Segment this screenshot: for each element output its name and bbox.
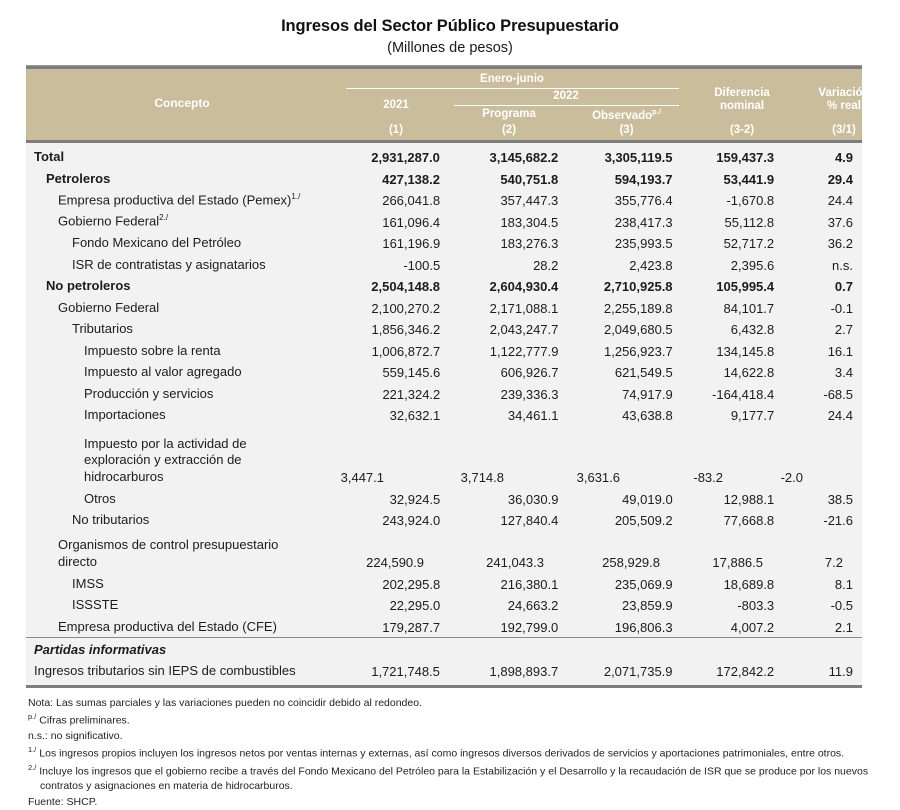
row-label: Producción y servicios <box>84 385 214 401</box>
row-value-variacion: 2.7 <box>834 322 853 338</box>
column-header-diferencia-l2: nominal <box>719 100 765 113</box>
row-label: Impuesto al valor agregado <box>84 364 242 380</box>
row-value-diferencia: 172,842.2 <box>716 663 775 679</box>
row-value-observado: 2,255,189.8 <box>603 300 673 316</box>
row-value-programa: 2,043,247.7 <box>489 322 559 338</box>
note-1-text: Los ingresos propios incluyen los ingresos netos por ventas internas y externas, así como ingresos diversos derivados de servicios y aportaciones patrimoniales, entre otros. <box>39 747 845 760</box>
footnote-marker-p-note: p./ <box>28 711 37 721</box>
row-label: Empresa productiva del Estado (Pemex)$^{1./}$ <box>58 191 301 208</box>
row-value-observado: 2,710,925.8 <box>603 279 673 295</box>
row-label: ISR de contratistas y asignatarios <box>72 256 266 272</box>
note-general: Nota: Las sumas parciales y las variaciones pueden no coincidir debido al redondeo. <box>28 696 422 709</box>
row-value-diferencia: 52,717.2 <box>723 236 775 252</box>
row-value-diferencia: 84,101.7 <box>723 300 775 316</box>
column-header-concepto: Concepto <box>154 95 210 110</box>
row-value-variacion: 4.9 <box>834 150 854 166</box>
row-value-programa: 24,663.2 <box>507 598 559 614</box>
row-value-variacion: 8.1 <box>834 576 853 592</box>
row-value-variacion: -0.5 <box>830 598 853 614</box>
row-value-variacion: -21.6 <box>823 513 853 529</box>
row-value-observado: 235,069.9 <box>614 576 673 592</box>
row-value-variacion: n.s. <box>832 257 853 273</box>
footnote-marker-1: 1./ <box>28 745 37 755</box>
table-row <box>26 296 862 318</box>
row-value-2021: 32,924.5 <box>389 491 441 507</box>
row-value-variacion: -2.0 <box>780 470 803 486</box>
row-value-variacion: -68.5 <box>823 386 853 402</box>
column-header-variacion-l1: Variación <box>818 86 870 99</box>
column-header-2022: 2022 <box>553 89 579 102</box>
column-number-2: (2) <box>501 123 517 136</box>
row-value-2021: 1,006,872.7 <box>371 343 441 359</box>
data-table <box>26 65 870 688</box>
row-value-2021: 224,590.9 <box>366 555 424 571</box>
note-1 <box>28 745 874 761</box>
row-value-programa: 1,122,777.9 <box>489 343 559 359</box>
column-header-programa: Programa <box>482 107 536 120</box>
row-value-programa: 127,840.4 <box>500 513 559 529</box>
row-value-programa: 2,604,930.4 <box>489 279 559 295</box>
row-value-2021: 22,295.0 <box>389 598 441 614</box>
row-value-observado: 235,993.5 <box>614 236 673 252</box>
column-header-2021: 2021 <box>383 98 409 111</box>
row-value-diferencia: 9,177.7 <box>730 408 775 424</box>
row-value-2021: 179,287.7 <box>382 619 441 635</box>
row-value-diferencia: 18,689.8 <box>723 576 775 592</box>
row-value-2021: 266,041.8 <box>382 193 441 209</box>
row-value-diferencia: 14,622.8 <box>723 365 775 381</box>
row-label: Ingresos tributarios sin IEPS de combustibles <box>34 662 296 678</box>
row-value-programa: 2,171,088.1 <box>489 300 559 316</box>
note-preliminar <box>28 712 874 728</box>
column-number-1: (1) <box>388 123 404 136</box>
row-label: Impuesto sobre la renta <box>84 342 221 358</box>
row-value-diferencia: 17,886.5 <box>712 555 763 571</box>
row-value-programa: 192,799.0 <box>500 619 559 635</box>
row-value-programa: 183,304.5 <box>500 214 559 230</box>
row-value-diferencia: 134,145.8 <box>716 343 775 359</box>
note-preliminar-text: Cifras preliminares. <box>39 714 130 727</box>
row-value-observado: 43,638.8 <box>622 408 673 424</box>
column-header-variacion-l2: % real <box>827 100 861 113</box>
table-header <box>26 69 870 140</box>
table-row <box>26 509 862 531</box>
row-value-2021: 243,924.0 <box>382 513 441 529</box>
table-row <box>26 382 862 404</box>
row-value-diferencia: 4,007.2 <box>730 619 775 635</box>
row-value-variacion: 29.4 <box>827 171 853 187</box>
column-header-period: Enero-junio <box>480 72 544 85</box>
row-value-programa: 1,898,893.7 <box>489 663 559 679</box>
row-label: Importaciones <box>84 407 166 423</box>
row-label: Organismos de control presupuestario directo <box>58 537 279 569</box>
table-row <box>26 210 862 232</box>
row-value-diferencia: 55,112.8 <box>724 214 775 230</box>
row-value-2021: 221,324.2 <box>382 386 441 402</box>
row-value-2021: 2,504,148.8 <box>371 279 440 295</box>
column-header-observado <box>569 108 684 123</box>
table-rows-host <box>26 146 862 637</box>
column-number-5: (3/1) <box>832 123 856 136</box>
note-ns: n.s.: no significativo. <box>28 730 123 743</box>
footnote-marker: 1./ <box>291 191 301 201</box>
row-value-observado: 258,929.8 <box>602 555 660 571</box>
row-value-variacion: 36.2 <box>827 236 853 252</box>
row-value-diferencia: -83.2 <box>693 470 723 486</box>
row-value-2021: 2,931,287.0 <box>371 150 440 166</box>
row-value-observado: 621,549.5 <box>614 365 673 381</box>
row-value-variacion: 3.4 <box>834 365 853 381</box>
table-row <box>26 404 862 426</box>
column-number-4: (3-2) <box>729 123 755 136</box>
row-value-observado: 1,256,923.7 <box>604 343 673 359</box>
table-row <box>26 189 862 211</box>
note-2 <box>28 763 874 794</box>
table-row <box>26 530 862 572</box>
row-value-2021: 427,138.2 <box>382 171 440 187</box>
row-value-2021: 2,100,270.2 <box>371 300 441 316</box>
row-value-2021: 202,295.8 <box>382 576 441 592</box>
row-value-programa: 241,043.3 <box>486 555 544 571</box>
row-value-observado: 2,423.8 <box>629 257 673 273</box>
row-value-programa: 540,751.8 <box>500 171 559 187</box>
table-row <box>26 275 862 297</box>
table-row <box>26 615 862 637</box>
partidas-informativas-title: Partidas informativas <box>34 642 167 658</box>
footnote-marker-p: p./ <box>652 106 661 116</box>
row-value-variacion: 11.9 <box>828 663 854 679</box>
row-value-2021: 1,721,748.5 <box>371 663 440 679</box>
table-row <box>26 487 862 509</box>
row-value-2021: 559,145.6 <box>382 365 441 381</box>
page-title: Ingresos del Sector Público Presupuestario <box>281 17 619 35</box>
table-row <box>26 594 862 616</box>
row-value-observado: 2,071,735.9 <box>603 663 673 679</box>
row-value-variacion: 0.7 <box>834 279 853 295</box>
table-rule-bottom <box>26 685 862 688</box>
row-value-observado: 3,305,119.5 <box>604 150 673 166</box>
row-value-2021: -100.5 <box>403 257 441 273</box>
row-value-2021: 3,447.1 <box>340 470 384 486</box>
column-header-observado-text: Observado <box>592 109 653 122</box>
row-label: Gobierno Federal$^{2./}$ <box>58 213 169 229</box>
row-value-programa: 183,276.3 <box>500 236 559 252</box>
note-2-text: Incluye los ingresos que el gobierno recibe a través del Fondo Mexicano del Petróleo para la Estabilización y el Desarrollo y la recaudación de ISR que se produce por los nuevos contratos y asignaciones en materia de hidrocarburos. <box>39 765 869 792</box>
row-value-2021: 32,632.1 <box>389 408 441 424</box>
table-row <box>26 318 862 340</box>
column-header-diferencia <box>691 87 793 113</box>
row-value-observado: 238,417.3 <box>614 214 673 230</box>
table-row <box>26 572 862 594</box>
row-value-programa: 239,336.3 <box>500 386 559 402</box>
row-label: Empresa productiva del Estado (CFE) <box>58 618 277 634</box>
row-value-diferencia: -164,418.4 <box>712 386 775 402</box>
footnote-marker: 2./ <box>159 213 169 223</box>
row-label: Impuesto por la actividad de exploración y extracción de hidrocarburos <box>84 435 247 484</box>
table-row <box>26 659 862 681</box>
note-source: Fuente: SHCP. <box>28 795 98 808</box>
table-row <box>26 361 862 383</box>
row-value-diferencia: 6,432.8 <box>730 322 775 338</box>
row-value-observado: 49,019.0 <box>622 491 673 507</box>
row-value-variacion: 2.1 <box>834 619 853 635</box>
row-value-diferencia: 159,437.3 <box>716 150 775 166</box>
column-number-3: (3) <box>619 123 634 136</box>
row-value-diferencia: 53,441.9 <box>723 171 775 187</box>
row-value-2021: 161,196.9 <box>382 236 441 252</box>
table-row <box>26 167 862 189</box>
header-underline-2022 <box>454 105 679 106</box>
row-value-observado: 3,631.6 <box>576 470 620 486</box>
table-body <box>26 143 862 685</box>
row-value-observado: 23,859.9 <box>622 598 673 614</box>
row-value-programa: 28.2 <box>533 257 559 273</box>
row-value-observado: 205,509.2 <box>614 513 673 529</box>
table-row <box>26 339 862 361</box>
row-label: Otros <box>84 490 116 506</box>
row-label: Gobierno Federal <box>58 299 160 315</box>
row-label: Total <box>34 149 65 165</box>
page-subtitle: (Millones de pesos) <box>387 39 513 56</box>
row-value-programa: 357,447.3 <box>500 193 559 209</box>
row-value-variacion: 37.6 <box>827 214 853 230</box>
row-value-programa: 216,380.1 <box>500 576 559 592</box>
row-label: Petroleros <box>46 170 111 186</box>
table-row <box>26 146 862 168</box>
row-value-diferencia: -1,670.8 <box>726 193 775 209</box>
row-value-diferencia: 105,995.4 <box>716 279 775 295</box>
row-value-programa: 34,461.1 <box>507 408 559 424</box>
footnote-marker-2: 2./ <box>28 762 37 772</box>
row-label: No petroleros <box>46 278 131 294</box>
column-header-diferencia-l1: Diferencia <box>714 86 770 99</box>
row-value-programa: 606,926.7 <box>500 365 559 381</box>
row-value-diferencia: 2,395.6 <box>730 257 775 273</box>
row-label: Fondo Mexicano del Petróleo <box>72 235 242 251</box>
row-value-observado: 74,917.9 <box>622 386 673 402</box>
row-value-variacion: 38.5 <box>827 491 853 507</box>
row-value-variacion: 16.1 <box>827 343 853 359</box>
row-value-programa: 3,145,682.2 <box>489 150 559 166</box>
row-value-observado: 355,776.4 <box>614 193 673 209</box>
row-label: IMSS <box>72 575 104 591</box>
row-value-diferencia: 12,988.1 <box>723 491 775 507</box>
row-value-observado: 594,193.7 <box>614 171 673 187</box>
row-label: No tributarios <box>72 512 150 528</box>
row-value-observado: 2,049,680.5 <box>603 322 673 338</box>
column-header-variacion <box>794 87 894 113</box>
row-value-observado: 196,806.3 <box>614 619 673 635</box>
row-value-variacion: 24.4 <box>827 193 853 209</box>
row-value-variacion: 24.4 <box>827 408 853 424</box>
table-row <box>26 425 862 487</box>
row-value-variacion: 7.2 <box>824 555 843 571</box>
row-value-programa: 3,714.8 <box>460 470 504 486</box>
row-value-programa: 36,030.9 <box>507 491 559 507</box>
row-value-diferencia: -803.3 <box>737 598 775 614</box>
table-notes <box>28 696 874 810</box>
row-value-2021: 161,096.4 <box>382 214 441 230</box>
row-label: ISSSTE <box>72 597 119 613</box>
row-value-diferencia: 77,668.8 <box>723 513 775 529</box>
row-label: Tributarios <box>72 321 133 337</box>
row-value-2021: 1,856,346.2 <box>371 322 441 338</box>
row-value-variacion: -0.1 <box>830 300 853 316</box>
table-row <box>26 232 862 254</box>
table-row <box>26 253 862 275</box>
title-block <box>0 0 900 58</box>
